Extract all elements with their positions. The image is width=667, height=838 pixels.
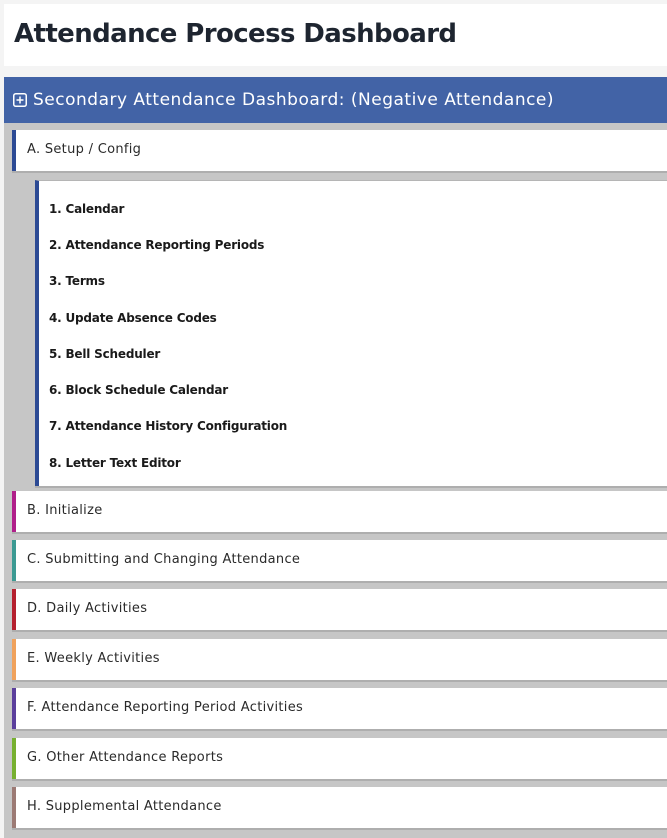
- panel-header[interactable]: [4, 77, 667, 123]
- section-label: A. Setup / Config: [27, 142, 142, 157]
- section-label: E. Weekly Activities: [27, 651, 160, 666]
- dashboard-panel: [4, 77, 667, 838]
- setup-config-submenu: [35, 180, 667, 486]
- section-submitting-changing-attendance[interactable]: [12, 540, 667, 581]
- link-terms[interactable]: 3. Terms: [49, 274, 105, 288]
- section-label: F. Attendance Reporting Period Activities: [27, 700, 304, 715]
- section-weekly-activities[interactable]: [12, 639, 667, 680]
- plus-square-icon[interactable]: [13, 93, 27, 107]
- panel-title: Secondary Attendance Dashboard: (Negative Attendance): [33, 90, 555, 110]
- section-reporting-period-activities[interactable]: [12, 688, 667, 729]
- link-letter-text-editor[interactable]: 8. Letter Text Editor: [49, 456, 181, 470]
- link-attendance-history-configuration[interactable]: 7. Attendance History Configuration: [49, 419, 288, 433]
- link-calendar[interactable]: 1. Calendar: [49, 202, 125, 216]
- section-other-attendance-reports[interactable]: [12, 738, 667, 779]
- section-label: G. Other Attendance Reports: [27, 750, 224, 765]
- section-supplemental-attendance[interactable]: [12, 787, 667, 828]
- section-setup-config[interactable]: [12, 130, 667, 171]
- link-block-schedule-calendar[interactable]: 6. Block Schedule Calendar: [49, 383, 228, 397]
- section-label: D. Daily Activities: [27, 601, 148, 616]
- link-bell-scheduler[interactable]: 5. Bell Scheduler: [49, 347, 161, 361]
- section-label: C. Submitting and Changing Attendance: [27, 552, 301, 567]
- section-label: H. Supplemental Attendance: [27, 799, 222, 814]
- page-title: Attendance Process Dashboard: [14, 19, 457, 49]
- section-label: B. Initialize: [27, 503, 103, 518]
- page-header: [4, 4, 667, 66]
- section-initialize[interactable]: [12, 491, 667, 532]
- link-attendance-reporting-periods[interactable]: 2. Attendance Reporting Periods: [49, 238, 265, 252]
- section-daily-activities[interactable]: [12, 589, 667, 630]
- link-update-absence-codes[interactable]: 4. Update Absence Codes: [49, 311, 217, 325]
